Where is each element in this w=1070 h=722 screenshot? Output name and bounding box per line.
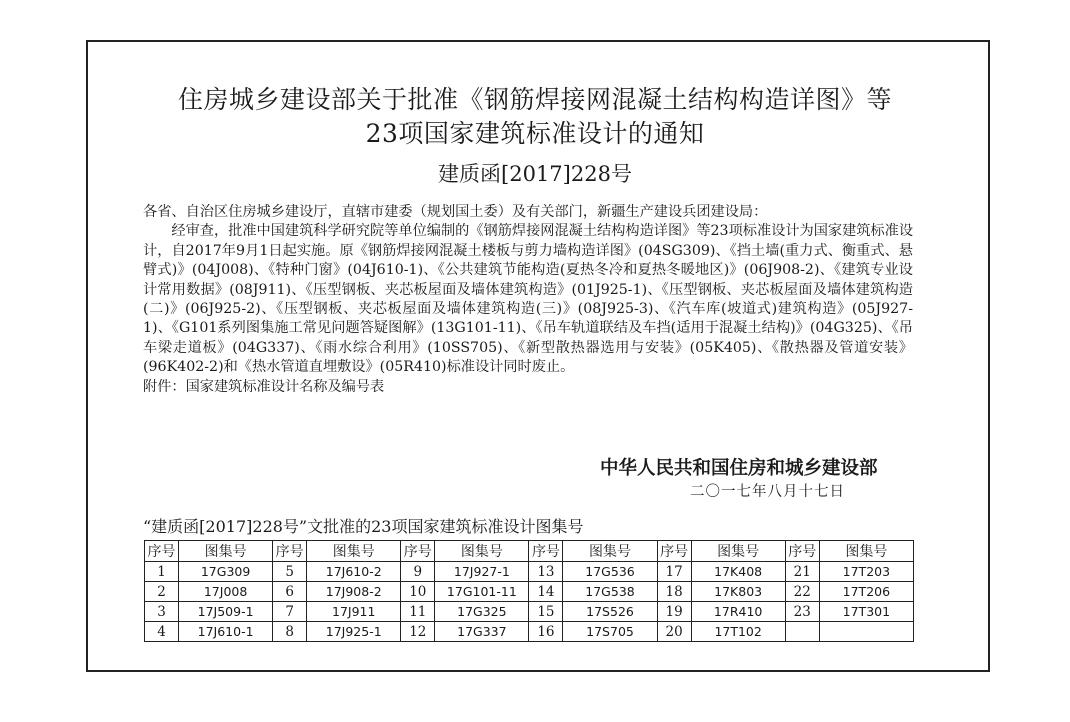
- code-cell: 17J911: [307, 602, 401, 622]
- seq-cell: 10: [401, 582, 435, 602]
- seq-cell: 14: [529, 582, 563, 602]
- header-code: 图集号: [307, 541, 401, 562]
- code-cell: 17G538: [563, 582, 657, 602]
- seq-cell: 4: [145, 622, 179, 642]
- seq-cell: 11: [401, 602, 435, 622]
- table-row: [145, 622, 914, 642]
- header-seq: 序号: [401, 541, 435, 562]
- code-cell: 17G325: [435, 602, 529, 622]
- header-code: 图集号: [691, 541, 785, 562]
- header-seq: 序号: [785, 541, 819, 562]
- main-paragraph: 经审查，批准中国建筑科学研究院等单位编制的《钢筋焊接网混凝土结构构造详图》等23项标准设计为国家建筑标准设计，自2017年9月1日起实施。原《钢筋焊接网混凝土楼板与剪力墙构造详图》(04SG309)、《挡土墙(重力式、衡重式、悬臂式)》(04J008)、《特种门窗》(04J610-1)、《公共建筑节能构造(夏热冬冷和夏热冬暖地区)》(06J908-2)、《建筑专业设计常用数据》(08J911)、《压型钢板、夹芯板屋面及墙体建筑构造》(01J925-1)、《压型钢板、夹芯板屋面及墙体建筑构造(二)》(06J925-2)、《压型钢板、夹芯板屋面及墙体建筑构造(三)》(08J925-3)、《汽车库(坡道式)建筑构造》(05J927-1)、《G101系列图集施工常见问题答疑图解》(13G101-11)、《吊车轨道联结及车挡(适用于混凝土结构)》(04G325)、《吊车梁走道板》(04G337)、《雨水综合利用》(10SS705)、《新型散热器选用与安装》(05K405)、《散热器及管道安装》(96K402-2)和《热水管道直埋敷设》(05R410)标准设计同时废止。: [143, 223, 914, 376]
- code-cell: 17G337: [435, 622, 529, 642]
- attachment-note: 附件：国家建筑标准设计名称及编号表: [143, 378, 385, 395]
- header-seq: 序号: [657, 541, 691, 562]
- seq-cell: 9: [401, 562, 435, 582]
- code-cell: 17S705: [563, 622, 657, 642]
- seq-cell: 1: [145, 562, 179, 582]
- notice-title-line1: 住房城乡建设部关于批准《钢筋焊接网混凝土结构构造详图》等: [177, 85, 892, 114]
- code-cell: 17J509-1: [179, 602, 273, 622]
- table-row: [145, 582, 914, 602]
- header-code: 图集号: [819, 541, 913, 562]
- code-cell: 17S526: [563, 602, 657, 622]
- seq-cell: 3: [145, 602, 179, 622]
- table-row: [145, 562, 914, 582]
- seq-cell: 7: [273, 602, 307, 622]
- seq-cell: [785, 622, 819, 642]
- seq-cell: 13: [529, 562, 563, 582]
- header-code: 图集号: [563, 541, 657, 562]
- code-cell: 17K803: [691, 582, 785, 602]
- seq-cell: 16: [529, 622, 563, 642]
- seq-cell: 6: [273, 582, 307, 602]
- header-seq: 序号: [273, 541, 307, 562]
- code-cell: 17G536: [563, 562, 657, 582]
- salutation: 各省、自治区住房城乡建设厅，直辖市建委（规划国土委）及有关部门，新疆生产建设兵团建设局：: [143, 204, 768, 220]
- table-header-row: [145, 541, 914, 562]
- code-cell: 17T102: [691, 622, 785, 642]
- seq-cell: 17: [657, 562, 691, 582]
- seq-cell: 21: [785, 562, 819, 582]
- seq-cell: 12: [401, 622, 435, 642]
- notice-body: [143, 203, 913, 397]
- header-seq: 序号: [529, 541, 563, 562]
- table-row: [145, 602, 914, 622]
- seq-cell: 8: [273, 622, 307, 642]
- issue-date: 二〇一七年八月十七日: [690, 484, 845, 500]
- code-cell: 17J008: [179, 582, 273, 602]
- seq-cell: 2: [145, 582, 179, 602]
- code-cell: 17T203: [819, 562, 913, 582]
- header-seq: 序号: [145, 541, 179, 562]
- seq-cell: 23: [785, 602, 819, 622]
- header-code: 图集号: [179, 541, 273, 562]
- code-cell: 17T301: [819, 602, 913, 622]
- atlas-code-table: [144, 540, 914, 642]
- code-cell: 17J927-1: [435, 562, 529, 582]
- seq-cell: 19: [657, 602, 691, 622]
- code-cell: 17J610-2: [307, 562, 401, 582]
- code-cell: 17G101-11: [435, 582, 529, 602]
- code-cell: 17G309: [179, 562, 273, 582]
- issuer-name: 中华人民共和国住房和城乡建设部: [600, 458, 878, 479]
- code-cell: 17K408: [691, 562, 785, 582]
- document-number: 建质函[2017]228号: [438, 162, 632, 186]
- seq-cell: 18: [657, 582, 691, 602]
- code-cell: 17J925-1: [307, 622, 401, 642]
- seq-cell: 5: [273, 562, 307, 582]
- code-cell: 17R410: [691, 602, 785, 622]
- code-cell: 17T206: [819, 582, 913, 602]
- code-cell: 17J610-1: [179, 622, 273, 642]
- table-caption: “建质函[2017]228号”文批准的23项国家建筑标准设计图集号: [143, 517, 584, 536]
- notice-title-line2: 23项国家建筑标准设计的通知: [365, 119, 705, 148]
- seq-cell: 22: [785, 582, 819, 602]
- seq-cell: 20: [657, 622, 691, 642]
- code-cell: 17J908-2: [307, 582, 401, 602]
- header-code: 图集号: [435, 541, 529, 562]
- seq-cell: 15: [529, 602, 563, 622]
- code-cell: [819, 622, 913, 642]
